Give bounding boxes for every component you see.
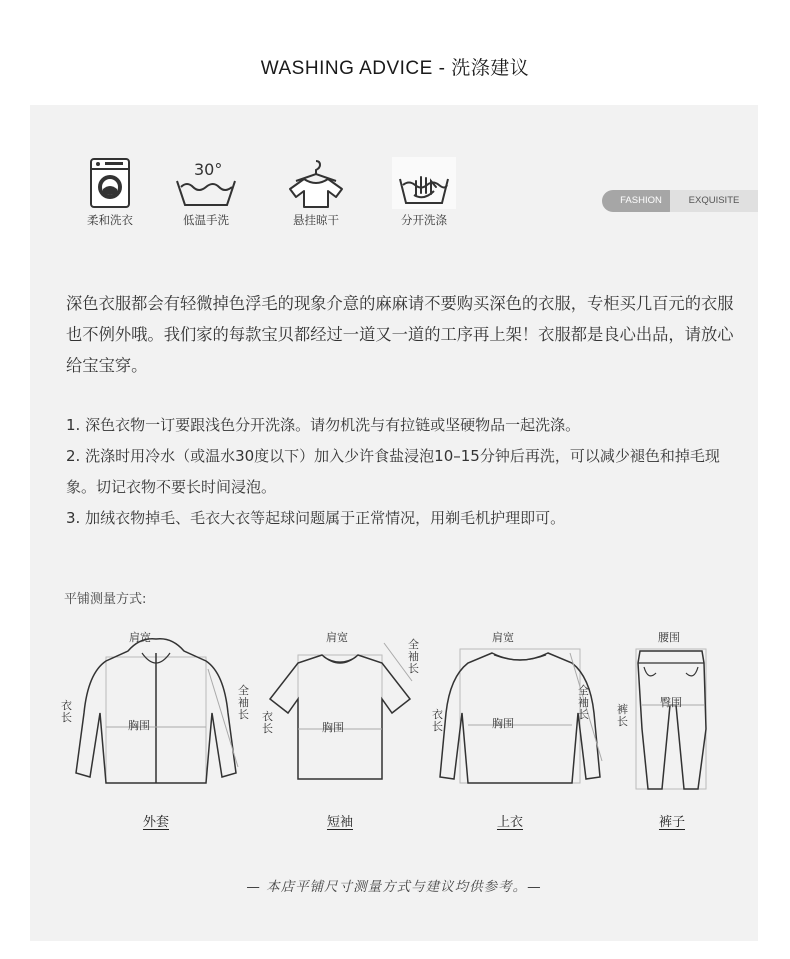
- garment-pants: [614, 631, 724, 830]
- tshirt-chest-label: 胸围: [322, 721, 344, 734]
- pants-label: 裤子: [658, 815, 685, 830]
- jacket-chest-label: 胸围: [128, 719, 150, 732]
- care-label-low-temp: 低温手洗: [183, 213, 229, 227]
- care-label-gentle-wash: 柔和洗衣: [87, 213, 133, 227]
- care-item-hang-dry: [276, 157, 356, 228]
- care-panel: [30, 105, 758, 941]
- care-label-separate-wash: 分开洗涤: [401, 213, 447, 227]
- jacket-length-label: 衣长: [61, 699, 72, 724]
- top-label: 上衣: [496, 815, 523, 830]
- pants-drawing: [614, 633, 724, 793]
- note-3: 3. 加绒衣物掉毛、毛衣大衣等起球问题属于正常情况，用剃毛机护理即可。: [66, 509, 566, 527]
- care-item-low-temp: [166, 157, 246, 228]
- measure-title: 平铺测量方式:: [64, 592, 147, 607]
- tshirt-sleeve-label: 全袖长: [408, 638, 419, 675]
- pants-length-label: 裤长: [617, 703, 628, 728]
- tshirt-label: 短袖: [326, 815, 353, 830]
- washing-notes: [66, 410, 726, 534]
- jacket-sleeve-label: 全袖长: [238, 684, 249, 721]
- wash-30-degrees-icon: [171, 157, 241, 209]
- note-2: 2. 洗涤时用冷水（或温水30度以下）加入少许食盐浸泡10–15分钟后再洗，可以减少褪色和掉毛现象。切记衣物不要长时间浸泡。: [66, 447, 720, 496]
- temp-label: 30°: [194, 160, 223, 179]
- care-item-gentle-wash: [70, 157, 150, 228]
- tshirt-drawing: [260, 633, 420, 793]
- washing-machine-icon: [88, 157, 132, 209]
- care-label-hang-dry: 悬挂晾干: [293, 213, 339, 227]
- page-title: WASHING ADVICE - 洗涤建议: [260, 58, 530, 79]
- hang-dry-icon: [286, 157, 346, 209]
- pants-waist-label: 腰围: [658, 631, 680, 644]
- tshirt-length-label: 衣长: [262, 710, 273, 735]
- top-shoulder-label: 肩宽: [492, 631, 514, 644]
- tshirt-shoulder-label: 肩宽: [326, 631, 348, 644]
- intro-paragraph: 深色衣服都会有轻微掉色浮毛的现象介意的麻麻请不要购买深色的衣服，专柜买几百元的衣服也不例外哦。我们家的每款宝贝都经过一道又一道的工序再上架！衣服都是良心出品，请放心给宝宝穿。: [66, 294, 734, 375]
- tag-exquisite: EXQUISITE: [670, 190, 758, 212]
- garment-jacket: [56, 631, 256, 830]
- garment-tshirt: [260, 631, 420, 830]
- pants-hip-label: 臀围: [660, 696, 682, 709]
- jacket-shoulder-label: 肩宽: [129, 631, 151, 644]
- top-length-label: 衣长: [432, 708, 443, 733]
- hand-wash-icon: [392, 157, 456, 209]
- footer-note: — 本店平铺尺寸测量方式与建议均供参考。—: [246, 879, 542, 895]
- tag-fashion: FASHION: [602, 190, 680, 212]
- jacket-drawing: [56, 633, 256, 793]
- jacket-label: 外套: [142, 815, 169, 830]
- care-item-separate-wash: [384, 157, 464, 228]
- note-1: 1. 深色衣物一订要跟浅色分开洗涤。请勿机洗与有拉链或坚硬物品一起洗涤。: [66, 416, 581, 434]
- top-sleeve-label: 全袖长: [578, 684, 589, 721]
- top-chest-label: 胸围: [492, 717, 514, 730]
- garment-top: [430, 631, 610, 830]
